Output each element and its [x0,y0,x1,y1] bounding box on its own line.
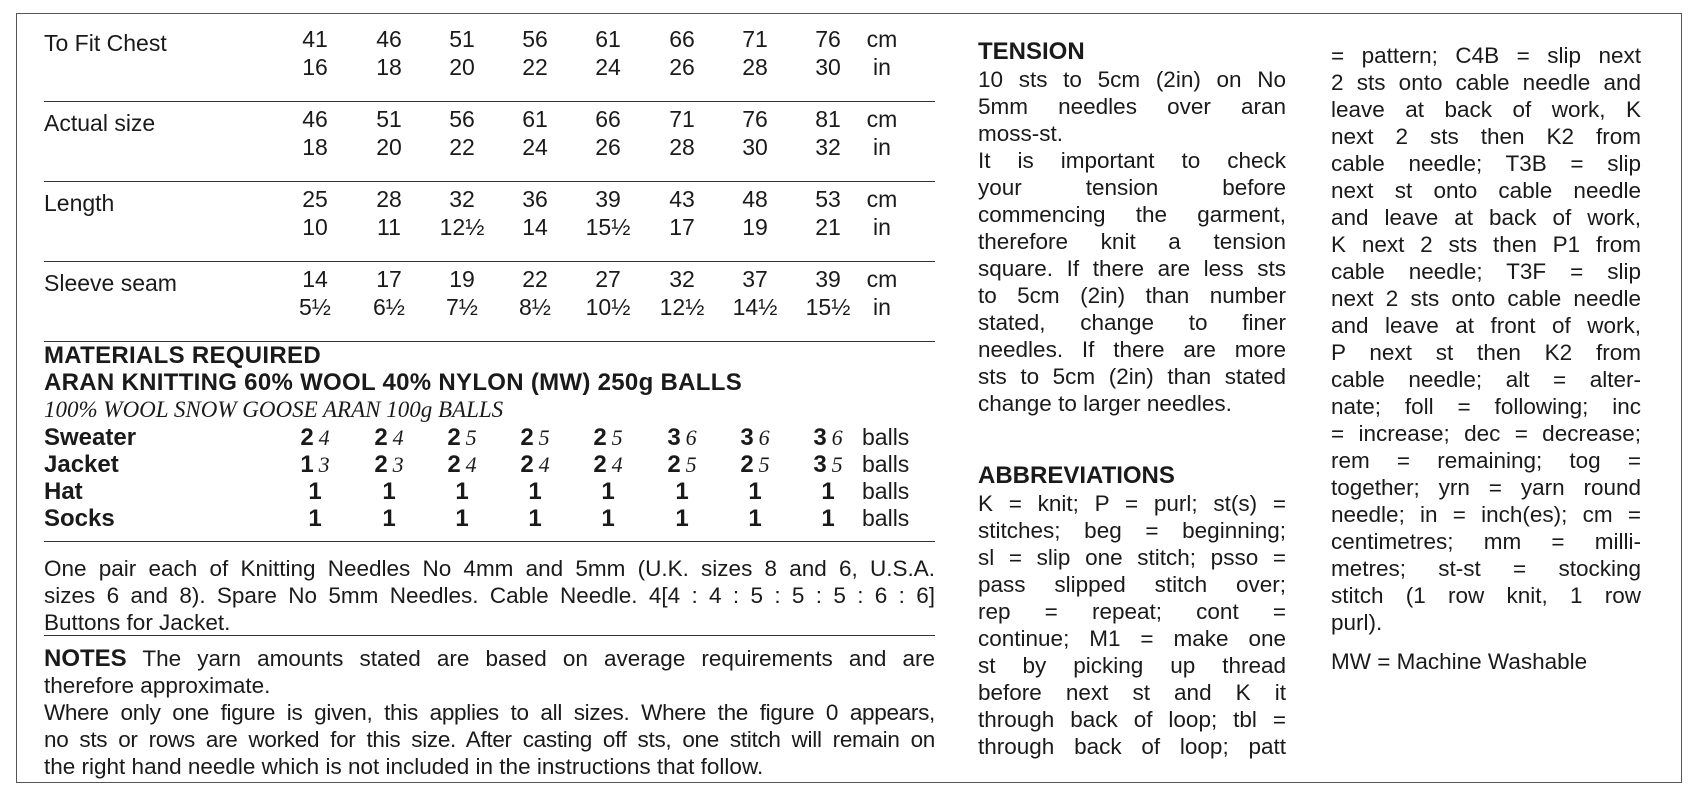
cm-values [44,266,935,296]
notes-heading: NOTES [44,645,127,672]
ball-count [354,424,424,452]
size-value: 36 [522,186,548,212]
size-value: 28 [376,186,402,212]
ball-count-main: 1 [821,478,835,505]
text-line: purl). [1331,610,1383,635]
size-value: 14 [302,266,328,292]
abbreviations-continued [1331,42,1641,636]
text-line: next 2 sts onto cable needle [1331,286,1641,311]
size-value: 61 [595,26,621,52]
cm-values [44,26,935,56]
size-value: 24 [522,134,548,160]
size-row [44,182,935,262]
notes-paragraph [44,645,935,780]
in-values [44,134,935,164]
size-value: 81 [815,106,841,132]
size-value: 71 [742,26,768,52]
ball-count [793,505,863,533]
size-value: 39 [595,186,621,212]
unit-label: cm [866,26,898,52]
unit-label: balls [862,424,910,450]
ball-count-main: 1 [382,478,396,505]
ball-count-main: 2 [520,424,534,451]
garment-label: Sweater [44,424,137,451]
size-value: 71 [669,106,695,132]
text-line: cable needle; T3B = slip [1331,151,1641,176]
ball-count-main: 2 [593,451,607,478]
yarn-row [44,505,935,532]
abbreviations-heading: ABBREVIATIONS [978,462,1175,489]
size-value: 8½ [519,294,551,320]
ball-count-main: 1 [528,505,542,532]
size-value: 48 [742,186,768,212]
text-line: change to larger needles. [978,391,1232,416]
ball-count-main: 2 [300,424,314,451]
text-line: stitch (1 row knit, 1 row [1331,583,1641,608]
text-line: P next st then K2 from [1331,340,1641,365]
size-value: 22 [522,54,548,80]
size-value: 22 [522,266,548,292]
yarn-row [44,424,935,451]
text-line: K next 2 sts then P1 from [1331,232,1641,257]
size-row [44,102,935,182]
text-line: metres; st-st = stocking [1331,556,1641,581]
size-value: 76 [742,106,768,132]
size-value: 14 [522,214,548,240]
ball-count [647,505,717,533]
ball-count-main: 1 [675,478,689,505]
text-line: nate; foll = following; inc [1331,394,1641,419]
unit-label: balls [862,505,910,531]
size-value: 27 [595,266,621,292]
size-value: 66 [669,26,695,52]
text-line: through back of loop; tbl = [978,707,1286,732]
size-value: 51 [376,106,402,132]
size-value: 5½ [299,294,331,320]
ball-count-main: 2 [374,424,388,451]
size-value: 12½ [439,214,485,240]
size-value: 22 [449,134,475,160]
ball-count-main: 3 [813,424,827,451]
size-row-label: Length [44,190,115,216]
ball-count [354,451,424,479]
ball-count-main: 1 [528,478,542,505]
tension-heading: TENSION [978,38,1085,65]
ball-count-alt: 4 [318,425,330,450]
ball-count-alt: 4 [611,452,623,477]
size-value: 37 [742,266,768,292]
ball-count [720,451,790,479]
ball-count-main: 1 [455,505,469,532]
text-line: 5mm needles over aran [978,94,1286,119]
size-value: 30 [742,134,768,160]
ball-count [647,478,717,506]
ball-count-main: 1 [601,478,615,505]
needles-paragraph [44,555,935,636]
needles-line: Buttons for Jacket. [44,610,231,635]
unit-label: balls [862,478,910,504]
notes-line: The yarn amounts stated are based on average requirements and are [126,646,935,671]
ball-count-main: 2 [667,451,681,478]
ball-count-alt: 3 [392,452,404,477]
ball-count [280,424,350,452]
size-value: 10½ [585,294,631,320]
notes-line: no sts or rows are worked for this size. After casting off sts, one stitch will remain on [44,727,935,752]
mw-note [1331,648,1641,675]
size-row-label: To Fit Chest [44,30,167,56]
ball-count [720,424,790,452]
size-value: 17 [669,214,695,240]
text-line: rem = remaining; tog = [1331,448,1641,473]
text-line: continue; M1 = make one [978,626,1286,651]
size-value: 32 [669,266,695,292]
size-value: 51 [449,26,475,52]
ball-count [500,505,570,533]
ball-count [647,424,717,452]
unit-label: balls [862,451,910,477]
ball-count [280,505,350,533]
size-value: 26 [669,54,695,80]
ball-count-main: 1 [308,505,322,532]
size-value: 19 [449,266,475,292]
ball-count-main: 1 [300,451,314,478]
ball-count [573,505,643,533]
text-line: 2 sts onto cable needle and [1331,70,1641,95]
size-value: 66 [595,106,621,132]
size-value: 26 [595,134,621,160]
size-value: 53 [815,186,841,212]
text-line: rep = repeat; cont = [978,599,1286,624]
ball-count-main: 1 [455,478,469,505]
ball-count [427,505,497,533]
size-value: 17 [376,266,402,292]
notes-line: the right hand needle which is not included in the instructions that follow. [44,754,764,779]
ball-count-alt: 6 [685,425,697,450]
size-value: 21 [815,214,841,240]
size-row [44,262,935,342]
materials-title: MATERIALS REQUIRED [44,342,321,369]
size-value: 30 [815,54,841,80]
ball-count-alt: 6 [831,425,843,450]
divider [44,541,935,542]
ball-count [500,478,570,506]
unit-label: cm [866,266,898,292]
text-line: = increase; dec = decrease; [1331,421,1641,446]
text-line: cable needle; T3F = slip [1331,259,1641,284]
ball-count-alt: 5 [685,452,697,477]
ball-count-main: 1 [308,478,322,505]
ball-count-alt: 3 [318,452,330,477]
text-line: centimetres; mm = milli- [1331,529,1641,554]
size-value: 28 [669,134,695,160]
ball-count [573,424,643,452]
size-value: 32 [815,134,841,160]
size-value: 61 [522,106,548,132]
unit-label: in [873,134,891,160]
text-line: before next st and K it [978,680,1286,705]
ball-count-main: 2 [740,451,754,478]
unit-label: cm [866,106,898,132]
text-line: to 5cm (2in) than number [978,283,1286,308]
ball-count-alt: 4 [465,452,477,477]
ball-count-main: 3 [667,424,681,451]
ball-count-alt: 5 [758,452,770,477]
text-line: sts to 5cm (2in) than stated [978,364,1286,389]
ball-count-alt: 5 [465,425,477,450]
needles-line: One pair each of Knitting Needles No 4mm and 5mm (U.K. sizes 8 and 6, U.S.A. [44,556,935,581]
text-line: and leave at front of work, [1331,313,1641,338]
size-table [44,22,935,342]
size-value: 20 [376,134,402,160]
ball-count [720,478,790,506]
text-line: therefore knit a tension [978,229,1286,254]
size-value: 18 [376,54,402,80]
garment-label: Socks [44,505,115,532]
ball-count-alt: 5 [538,425,550,450]
ball-count-main: 3 [813,451,827,478]
in-values [44,54,935,84]
ball-count-main: 1 [675,505,689,532]
ball-count-main: 2 [593,424,607,451]
size-row-label: Sleeve seam [44,270,177,296]
notes-line: Where only one figure is given, this applies to all sizes. Where the figure 0 appears, [44,700,935,725]
ball-count [793,424,863,452]
ball-count-alt: 4 [538,452,550,477]
ball-count [793,478,863,506]
ball-count [573,451,643,479]
unit-label: in [873,214,891,240]
ball-count [573,478,643,506]
ball-count-main: 1 [601,505,615,532]
unit-label: in [873,294,891,320]
size-value: 41 [302,26,328,52]
ball-count [500,424,570,452]
text-line: stated, change to finer [978,310,1286,335]
size-value: 56 [522,26,548,52]
text-line: leave at back of work, K [1331,97,1641,122]
ball-count [280,451,350,479]
text-line: st by picking up thread [978,653,1286,678]
text-line: your tension before [978,175,1286,200]
size-value: 76 [815,26,841,52]
text-line: and leave at back of work, [1331,205,1641,230]
text-line: stitches; beg = beginning; [978,518,1286,543]
text-line: through back of loop; patt [978,734,1286,759]
ball-count [427,424,497,452]
size-value: 6½ [373,294,405,320]
ball-count [647,451,717,479]
text-line: cable needle; alt = alter- [1331,367,1641,392]
size-value: 46 [376,26,402,52]
size-row [44,22,935,102]
size-value: 10 [302,214,328,240]
text-line: moss-st. [978,121,1064,146]
ball-count-main: 3 [740,424,754,451]
text-line: sl = slip one stitch; psso = [978,545,1286,570]
in-values [44,214,935,244]
ball-count-alt: 6 [758,425,770,450]
size-value: 11 [377,214,401,240]
size-value: 7½ [446,294,478,320]
size-value: 28 [742,54,768,80]
size-value: 24 [595,54,621,80]
size-value: 18 [302,134,328,160]
text-line: needles. If there are more [978,337,1286,362]
text-line: 10 sts to 5cm (2in) on No [978,67,1286,92]
size-value: 16 [302,54,328,80]
cm-values [44,106,935,136]
yarn-main: ARAN KNITTING 60% WOOL 40% NYLON (MW) 250g BALLS [44,369,743,396]
ball-count [793,451,863,479]
text-line: next 2 sts then K2 from [1331,124,1641,149]
size-value: 19 [742,214,768,240]
size-value: 20 [449,54,475,80]
text-line: = pattern; C4B = slip next [1331,43,1641,68]
size-row-label: Actual size [44,110,156,136]
ball-count-main: 1 [748,505,762,532]
ball-count-main: 2 [374,451,388,478]
text-line: It is important to check [978,148,1286,173]
text-line: square. If there are less sts [978,256,1286,281]
text-line: K = knit; P = purl; st(s) = [978,491,1286,516]
ball-count-main: 2 [520,451,534,478]
ball-count-main: 1 [382,505,396,532]
tension-section [978,38,1286,417]
size-value: 15½ [805,294,851,320]
size-value: 14½ [732,294,778,320]
text-line: commencing the garment, [978,202,1286,227]
ball-count [354,505,424,533]
abbreviations-section [978,462,1286,760]
mw-line: MW = Machine Washable [1331,649,1588,674]
ball-count-main: 2 [447,424,461,451]
size-value: 56 [449,106,475,132]
notes-line: therefore approximate. [44,673,271,698]
yarn-alt: 100% WOOL SNOW GOOSE ARAN 100g BALLS [44,397,504,422]
yarn-row [44,478,935,505]
in-values [44,294,935,324]
ball-count [720,505,790,533]
ball-count-main: 2 [447,451,461,478]
text-line: next st onto cable needle [1331,178,1641,203]
text-line: together; yrn = yarn round [1331,475,1641,500]
cm-values [44,186,935,216]
needles-line: sizes 6 and 8). Spare No 5mm Needles. Cable Needle. 4[4 : 4 : 5 : 5 : 5 : 6 : 6] [44,583,935,608]
ball-count-alt: 4 [392,425,404,450]
ball-count [500,451,570,479]
size-value: 43 [669,186,695,212]
unit-label: in [873,54,891,80]
garment-label: Jacket [44,451,119,478]
ball-count [280,478,350,506]
ball-count [354,478,424,506]
ball-count-main: 1 [821,505,835,532]
size-value: 32 [449,186,475,212]
ball-count [427,478,497,506]
text-line: needle; in = inch(es); cm = [1331,502,1641,527]
yarn-row [44,451,935,478]
size-value: 12½ [659,294,705,320]
size-value: 25 [302,186,328,212]
ball-count-alt: 5 [831,452,843,477]
ball-count [427,451,497,479]
size-value: 39 [815,266,841,292]
size-value: 46 [302,106,328,132]
ball-count-main: 1 [748,478,762,505]
size-value: 15½ [585,214,631,240]
unit-label: cm [866,186,898,212]
garment-label: Hat [44,478,83,505]
ball-count-alt: 5 [611,425,623,450]
divider [44,635,935,636]
text-line: pass slipped stitch over; [978,572,1286,597]
